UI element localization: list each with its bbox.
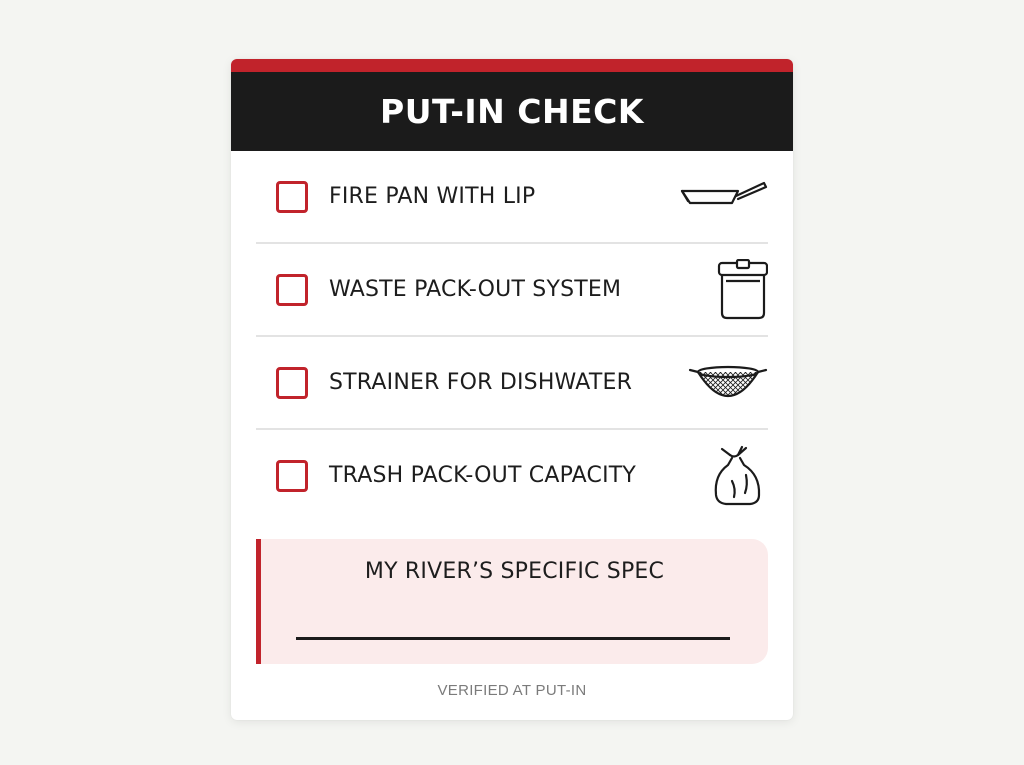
checklist-item-label: TRASH PACK-OUT CAPACITY (329, 463, 637, 488)
container-icon (680, 258, 768, 322)
checklist (256, 151, 768, 521)
checklist-item-trash-capacity (256, 430, 768, 521)
card-header (231, 72, 793, 151)
spec-input-line[interactable] (296, 637, 730, 640)
card-title: PUT-IN CHECK (380, 92, 644, 131)
spec-title: MY RIVER’S SPECIFIC SPEC (364, 559, 665, 584)
checklist-item-label: STRAINER FOR DISHWATER (329, 370, 633, 395)
footer-note: VERIFIED AT PUT-IN (437, 682, 587, 699)
checkbox[interactable] (276, 274, 308, 306)
accent-bar (231, 59, 793, 72)
checklist-item-label: FIRE PAN WITH LIP (329, 184, 536, 209)
trash-bag-icon (680, 444, 768, 508)
checkbox[interactable] (276, 181, 308, 213)
checklist-item-label: WASTE PACK-OUT SYSTEM (329, 277, 622, 302)
checkbox[interactable] (276, 367, 308, 399)
river-spec-box (256, 539, 768, 664)
checklist-item-strainer (256, 337, 768, 430)
checkbox[interactable] (276, 460, 308, 492)
frying-pan-icon (680, 165, 768, 229)
checklist-item-waste-system (256, 244, 768, 337)
strainer-icon (680, 351, 768, 415)
checklist-item-fire-pan (256, 151, 768, 244)
checklist-card (231, 59, 793, 720)
